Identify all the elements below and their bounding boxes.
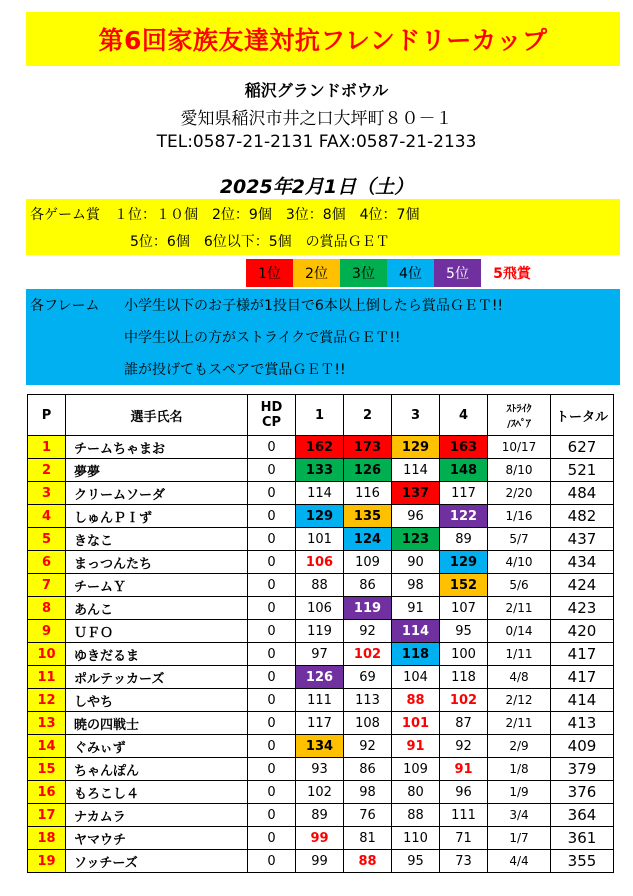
game2-score-cell: 173 bbox=[344, 436, 392, 459]
table-row bbox=[28, 689, 614, 712]
hdcp-cell: 0 bbox=[248, 574, 296, 597]
position-cell: 10 bbox=[28, 643, 66, 666]
player-name-cell: あんこ bbox=[66, 597, 248, 620]
player-name-cell: チームちゃまお bbox=[66, 436, 248, 459]
table-header-row bbox=[28, 395, 614, 436]
position-cell: 15 bbox=[28, 758, 66, 781]
strike-spare-cell: 1/9 bbox=[488, 781, 551, 804]
game2-score-cell: 69 bbox=[344, 666, 392, 689]
position-cell: 1 bbox=[28, 436, 66, 459]
strike-spare-cell: 2/12 bbox=[488, 689, 551, 712]
player-name-cell: ぐみぃず bbox=[66, 735, 248, 758]
game1-score-cell: 162 bbox=[296, 436, 344, 459]
strike-spare-cell: 1/7 bbox=[488, 827, 551, 850]
rank-color-legend bbox=[246, 259, 543, 287]
legend-highlight: 5飛賞 bbox=[493, 266, 531, 282]
game4-score-cell: 129 bbox=[440, 551, 488, 574]
game4-score-cell: 163 bbox=[440, 436, 488, 459]
player-name-cell: ヤマウチ bbox=[66, 827, 248, 850]
position-cell: 9 bbox=[28, 620, 66, 643]
position-cell: 2 bbox=[28, 459, 66, 482]
table-row bbox=[28, 482, 614, 505]
game2-score-cell: 126 bbox=[344, 459, 392, 482]
total-cell: 484 bbox=[551, 482, 614, 505]
table-row bbox=[28, 597, 614, 620]
game4-score-cell: 73 bbox=[440, 850, 488, 873]
strike-spare-cell: 1/8 bbox=[488, 758, 551, 781]
game4-score-cell: 71 bbox=[440, 827, 488, 850]
game3-score-cell: 110 bbox=[392, 827, 440, 850]
total-cell: 379 bbox=[551, 758, 614, 781]
hdcp-cell: 0 bbox=[248, 505, 296, 528]
game1-score-cell: 93 bbox=[296, 758, 344, 781]
game1-score-cell: 126 bbox=[296, 666, 344, 689]
strike-spare-cell: 2/20 bbox=[488, 482, 551, 505]
score-table bbox=[27, 394, 614, 873]
player-name-cell: ゆきだるま bbox=[66, 643, 248, 666]
game4-score-cell: 122 bbox=[440, 505, 488, 528]
total-cell: 417 bbox=[551, 643, 614, 666]
position-cell: 3 bbox=[28, 482, 66, 505]
header-strike-spare: ｽﾄﾗｲｸ /ｽﾍﾟｱ bbox=[488, 395, 551, 436]
page-title: 第6回家族友達対抗フレンドリーカップ bbox=[98, 26, 548, 55]
hdcp-cell: 0 bbox=[248, 804, 296, 827]
game1-score-cell: 117 bbox=[296, 712, 344, 735]
game1-score-cell: 134 bbox=[296, 735, 344, 758]
strike-spare-cell: 4/4 bbox=[488, 850, 551, 873]
position-cell: 18 bbox=[28, 827, 66, 850]
total-cell: 420 bbox=[551, 620, 614, 643]
game2-score-cell: 92 bbox=[344, 620, 392, 643]
game4-score-cell: 107 bbox=[440, 597, 488, 620]
total-cell: 413 bbox=[551, 712, 614, 735]
game1-score-cell: 106 bbox=[296, 551, 344, 574]
game3-score-cell: 123 bbox=[392, 528, 440, 551]
game2-score-cell: 88 bbox=[344, 850, 392, 873]
table-row bbox=[28, 712, 614, 735]
table-row bbox=[28, 459, 614, 482]
game4-score-cell: 96 bbox=[440, 781, 488, 804]
game3-score-cell: 118 bbox=[392, 643, 440, 666]
table-row bbox=[28, 804, 614, 827]
hdcp-cell: 0 bbox=[248, 666, 296, 689]
game4-score-cell: 91 bbox=[440, 758, 488, 781]
strike-spare-cell: 5/7 bbox=[488, 528, 551, 551]
player-name-cell: ナカムラ bbox=[66, 804, 248, 827]
player-name-cell: しやち bbox=[66, 689, 248, 712]
game3-score-cell: 90 bbox=[392, 551, 440, 574]
game4-score-cell: 117 bbox=[440, 482, 488, 505]
hdcp-cell: 0 bbox=[248, 689, 296, 712]
game3-score-cell: 91 bbox=[392, 597, 440, 620]
table-row bbox=[28, 643, 614, 666]
player-name-cell: クリームソーダ bbox=[66, 482, 248, 505]
game1-score-cell: 106 bbox=[296, 597, 344, 620]
game3-score-cell: 114 bbox=[392, 459, 440, 482]
hdcp-cell: 0 bbox=[248, 597, 296, 620]
hdcp-cell: 0 bbox=[248, 712, 296, 735]
game2-score-cell: 92 bbox=[344, 735, 392, 758]
position-cell: 5 bbox=[28, 528, 66, 551]
game2-score-cell: 76 bbox=[344, 804, 392, 827]
player-name-cell: ＵＦＯ bbox=[66, 620, 248, 643]
game3-score-cell: 98 bbox=[392, 574, 440, 597]
hdcp-cell: 0 bbox=[248, 551, 296, 574]
header-game4: 4 bbox=[440, 395, 488, 436]
player-name-cell: チームＹ bbox=[66, 574, 248, 597]
game2-score-cell: 108 bbox=[344, 712, 392, 735]
total-cell: 437 bbox=[551, 528, 614, 551]
game4-score-cell: 87 bbox=[440, 712, 488, 735]
game4-score-cell: 148 bbox=[440, 459, 488, 482]
game1-score-cell: 129 bbox=[296, 505, 344, 528]
player-name-cell: しゅんＰＩず bbox=[66, 505, 248, 528]
venue-address: 愛知県稲沢市井之口大坪町８０－１ bbox=[180, 109, 453, 129]
total-cell: 376 bbox=[551, 781, 614, 804]
game3-score-cell: 91 bbox=[392, 735, 440, 758]
game1-score-cell: 88 bbox=[296, 574, 344, 597]
game1-score-cell: 99 bbox=[296, 850, 344, 873]
game3-score-cell: 137 bbox=[392, 482, 440, 505]
position-cell: 14 bbox=[28, 735, 66, 758]
table-row bbox=[28, 436, 614, 459]
game3-score-cell: 129 bbox=[392, 436, 440, 459]
hdcp-cell: 0 bbox=[248, 482, 296, 505]
game2-score-cell: 102 bbox=[344, 643, 392, 666]
game1-score-cell: 97 bbox=[296, 643, 344, 666]
game3-score-cell: 95 bbox=[392, 850, 440, 873]
game1-score-cell: 133 bbox=[296, 459, 344, 482]
game2-score-cell: 119 bbox=[344, 597, 392, 620]
player-name-cell: 暁の四戦士 bbox=[66, 712, 248, 735]
table-row bbox=[28, 505, 614, 528]
table-row bbox=[28, 666, 614, 689]
table-row bbox=[28, 850, 614, 873]
total-cell: 423 bbox=[551, 597, 614, 620]
position-cell: 13 bbox=[28, 712, 66, 735]
game3-score-cell: 109 bbox=[392, 758, 440, 781]
game3-score-cell: 88 bbox=[392, 689, 440, 712]
hdcp-cell: 0 bbox=[248, 459, 296, 482]
position-cell: 7 bbox=[28, 574, 66, 597]
table-row bbox=[28, 620, 614, 643]
game1-score-cell: 99 bbox=[296, 827, 344, 850]
total-cell: 627 bbox=[551, 436, 614, 459]
strike-spare-cell: 10/17 bbox=[488, 436, 551, 459]
legend-rank1: 1位 bbox=[246, 259, 293, 287]
table-row bbox=[28, 574, 614, 597]
game2-score-cell: 109 bbox=[344, 551, 392, 574]
table-row bbox=[28, 781, 614, 804]
frame-prize-line3: 誰が投げてもスペアで賞品ＧＥＴ!! bbox=[124, 362, 346, 378]
player-name-cell: 夢夢 bbox=[66, 459, 248, 482]
game3-score-cell: 88 bbox=[392, 804, 440, 827]
total-cell: 521 bbox=[551, 459, 614, 482]
game2-score-cell: 124 bbox=[344, 528, 392, 551]
legend-rank5: 5位 bbox=[434, 259, 481, 287]
table-row bbox=[28, 551, 614, 574]
game1-score-cell: 89 bbox=[296, 804, 344, 827]
position-cell: 11 bbox=[28, 666, 66, 689]
strike-spare-cell: 8/10 bbox=[488, 459, 551, 482]
game2-score-cell: 81 bbox=[344, 827, 392, 850]
player-name-cell: まっつんたち bbox=[66, 551, 248, 574]
strike-spare-cell: 4/8 bbox=[488, 666, 551, 689]
position-cell: 19 bbox=[28, 850, 66, 873]
header-game1: 1 bbox=[296, 395, 344, 436]
game4-score-cell: 152 bbox=[440, 574, 488, 597]
legend-rank2: 2位 bbox=[293, 259, 340, 287]
game4-score-cell: 102 bbox=[440, 689, 488, 712]
position-cell: 8 bbox=[28, 597, 66, 620]
player-name-cell: もろこし４ bbox=[66, 781, 248, 804]
game4-score-cell: 95 bbox=[440, 620, 488, 643]
strike-spare-cell: 2/9 bbox=[488, 735, 551, 758]
venue-tel: TEL:0587-21-2131 FAX:0587-21-2133 bbox=[156, 132, 477, 152]
table-row bbox=[28, 758, 614, 781]
total-cell: 364 bbox=[551, 804, 614, 827]
game2-score-cell: 113 bbox=[344, 689, 392, 712]
frame-prize-line2: 中学生以上の方がストライクで賞品ＧＥＴ!! bbox=[124, 330, 401, 346]
position-cell: 4 bbox=[28, 505, 66, 528]
game1-score-cell: 119 bbox=[296, 620, 344, 643]
frame-prize-line1: 小学生以下のお子様が1投目で6本以上倒したら賞品ＧＥＴ!! bbox=[124, 298, 504, 314]
header-player-name: 選手氏名 bbox=[66, 395, 248, 436]
position-cell: 6 bbox=[28, 551, 66, 574]
game1-score-cell: 111 bbox=[296, 689, 344, 712]
frame-prize-box bbox=[26, 289, 620, 385]
hdcp-cell: 0 bbox=[248, 620, 296, 643]
position-cell: 17 bbox=[28, 804, 66, 827]
header-total: トータル bbox=[551, 395, 614, 436]
game1-score-cell: 101 bbox=[296, 528, 344, 551]
header-position: P bbox=[28, 395, 66, 436]
venue-name: 稲沢グランドボウル bbox=[244, 81, 389, 100]
strike-spare-cell: 2/11 bbox=[488, 712, 551, 735]
game3-score-cell: 80 bbox=[392, 781, 440, 804]
strike-spare-cell: 5/6 bbox=[488, 574, 551, 597]
player-name-cell: きなこ bbox=[66, 528, 248, 551]
title-banner bbox=[26, 12, 620, 66]
total-cell: 417 bbox=[551, 666, 614, 689]
hdcp-cell: 0 bbox=[248, 436, 296, 459]
game2-score-cell: 86 bbox=[344, 758, 392, 781]
game-prize-line2: 5位：6個 6位以下：5個 の賞品ＧＥＴ bbox=[130, 234, 390, 250]
player-name-cell: ポルテッカーズ bbox=[66, 666, 248, 689]
hdcp-cell: 0 bbox=[248, 528, 296, 551]
game4-score-cell: 92 bbox=[440, 735, 488, 758]
frame-prize-label: 各フレーム bbox=[30, 298, 100, 314]
hdcp-cell: 0 bbox=[248, 758, 296, 781]
strike-spare-cell: 1/16 bbox=[488, 505, 551, 528]
game1-score-cell: 102 bbox=[296, 781, 344, 804]
game4-score-cell: 118 bbox=[440, 666, 488, 689]
game3-score-cell: 101 bbox=[392, 712, 440, 735]
header-hdcp: HD CP bbox=[248, 395, 296, 436]
total-cell: 414 bbox=[551, 689, 614, 712]
total-cell: 361 bbox=[551, 827, 614, 850]
total-cell: 355 bbox=[551, 850, 614, 873]
table-row bbox=[28, 827, 614, 850]
strike-spare-cell: 4/10 bbox=[488, 551, 551, 574]
game4-score-cell: 100 bbox=[440, 643, 488, 666]
strike-spare-cell: 2/11 bbox=[488, 597, 551, 620]
position-cell: 12 bbox=[28, 689, 66, 712]
game2-score-cell: 98 bbox=[344, 781, 392, 804]
player-name-cell: ソッチーズ bbox=[66, 850, 248, 873]
game3-score-cell: 104 bbox=[392, 666, 440, 689]
game3-score-cell: 96 bbox=[392, 505, 440, 528]
game3-score-cell: 114 bbox=[392, 620, 440, 643]
position-cell: 16 bbox=[28, 781, 66, 804]
event-date: 2025年2月1日（土） bbox=[219, 176, 414, 198]
strike-spare-cell: 1/11 bbox=[488, 643, 551, 666]
total-cell: 424 bbox=[551, 574, 614, 597]
header-game3: 3 bbox=[392, 395, 440, 436]
strike-spare-cell: 3/4 bbox=[488, 804, 551, 827]
total-cell: 434 bbox=[551, 551, 614, 574]
header-game2: 2 bbox=[344, 395, 392, 436]
total-cell: 409 bbox=[551, 735, 614, 758]
legend-rank4: 4位 bbox=[387, 259, 434, 287]
hdcp-cell: 0 bbox=[248, 643, 296, 666]
game-prize-box bbox=[26, 199, 620, 255]
hdcp-cell: 0 bbox=[248, 827, 296, 850]
hdcp-cell: 0 bbox=[248, 850, 296, 873]
game-prize-line1: 各ゲーム賞 １位：１０個 2位：9個 3位：8個 4位：7個 bbox=[30, 207, 420, 223]
game2-score-cell: 135 bbox=[344, 505, 392, 528]
game1-score-cell: 114 bbox=[296, 482, 344, 505]
game4-score-cell: 89 bbox=[440, 528, 488, 551]
game2-score-cell: 86 bbox=[344, 574, 392, 597]
game4-score-cell: 111 bbox=[440, 804, 488, 827]
legend-rank3: 3位 bbox=[340, 259, 387, 287]
player-name-cell: ちゃんぽん bbox=[66, 758, 248, 781]
hdcp-cell: 0 bbox=[248, 735, 296, 758]
table-row bbox=[28, 735, 614, 758]
table-row bbox=[28, 528, 614, 551]
total-cell: 482 bbox=[551, 505, 614, 528]
strike-spare-cell: 0/14 bbox=[488, 620, 551, 643]
hdcp-cell: 0 bbox=[248, 781, 296, 804]
game2-score-cell: 116 bbox=[344, 482, 392, 505]
